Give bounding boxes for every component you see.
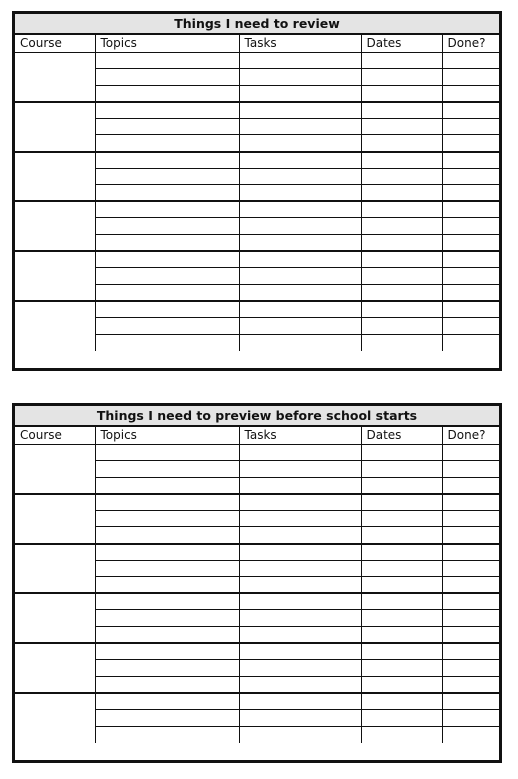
task-cell[interactable] (239, 726, 361, 743)
topic-cell[interactable] (95, 461, 239, 478)
topic-cell[interactable] (95, 527, 239, 544)
done-cell[interactable] (442, 627, 499, 644)
done-cell[interactable] (442, 693, 499, 710)
table-row (15, 102, 499, 119)
topic-cell[interactable] (95, 118, 239, 135)
task-cell[interactable] (239, 135, 361, 152)
topic-cell[interactable] (95, 135, 239, 152)
date-cell[interactable] (361, 168, 442, 185)
topic-cell[interactable] (95, 52, 239, 69)
done-cell[interactable] (442, 235, 499, 252)
column-header-tasks: Tasks (239, 427, 361, 444)
date-cell[interactable] (361, 560, 442, 577)
table-row (15, 251, 499, 268)
done-cell[interactable] (442, 544, 499, 561)
topic-cell[interactable] (95, 610, 239, 627)
done-cell[interactable] (442, 52, 499, 69)
topic-cell[interactable] (95, 560, 239, 577)
preview-table (12, 403, 502, 763)
task-cell[interactable] (239, 610, 361, 627)
task-cell[interactable] (239, 544, 361, 561)
done-cell[interactable] (442, 201, 499, 218)
date-cell[interactable] (361, 235, 442, 252)
topic-cell[interactable] (95, 643, 239, 660)
column-header-topics: Topics (95, 427, 239, 444)
date-cell[interactable] (361, 118, 442, 135)
column-header-done: Done? (442, 427, 499, 444)
course-cell[interactable] (15, 52, 95, 102)
task-cell[interactable] (239, 577, 361, 594)
date-cell[interactable] (361, 52, 442, 69)
topic-cell[interactable] (95, 284, 239, 301)
preview-table-title: Things I need to preview before school starts (15, 406, 499, 427)
date-cell[interactable] (361, 461, 442, 478)
date-cell[interactable] (361, 710, 442, 727)
done-cell[interactable] (442, 560, 499, 577)
task-cell[interactable] (239, 268, 361, 285)
review-header-row (15, 35, 499, 52)
date-cell[interactable] (361, 152, 442, 169)
date-cell[interactable] (361, 201, 442, 218)
topic-cell[interactable] (95, 593, 239, 610)
topic-cell[interactable] (95, 494, 239, 511)
topic-cell[interactable] (95, 544, 239, 561)
table-row (15, 693, 499, 710)
course-cell[interactable] (15, 102, 95, 152)
done-cell[interactable] (442, 477, 499, 494)
course-cell[interactable] (15, 444, 95, 494)
task-cell[interactable] (239, 168, 361, 185)
date-cell[interactable] (361, 610, 442, 627)
task-cell[interactable] (239, 334, 361, 351)
task-cell[interactable] (239, 660, 361, 677)
topic-cell[interactable] (95, 201, 239, 218)
date-cell[interactable] (361, 218, 442, 235)
table-row (15, 301, 499, 318)
date-cell[interactable] (361, 251, 442, 268)
task-cell[interactable] (239, 69, 361, 86)
table-row (15, 643, 499, 660)
preview-grid (15, 427, 499, 743)
done-cell[interactable] (442, 334, 499, 351)
column-header-tasks: Tasks (239, 35, 361, 52)
topic-cell[interactable] (95, 477, 239, 494)
task-cell[interactable] (239, 643, 361, 660)
date-cell[interactable] (361, 85, 442, 102)
done-cell[interactable] (442, 152, 499, 169)
course-cell[interactable] (15, 201, 95, 251)
done-cell[interactable] (442, 102, 499, 119)
column-header-topics: Topics (95, 35, 239, 52)
date-cell[interactable] (361, 577, 442, 594)
done-cell[interactable] (442, 301, 499, 318)
column-header-course: Course (15, 427, 95, 444)
topic-cell[interactable] (95, 185, 239, 202)
done-cell[interactable] (442, 185, 499, 202)
topic-cell[interactable] (95, 218, 239, 235)
course-cell[interactable] (15, 643, 95, 693)
topic-cell[interactable] (95, 152, 239, 169)
topic-cell[interactable] (95, 85, 239, 102)
date-cell[interactable] (361, 660, 442, 677)
date-cell[interactable] (361, 693, 442, 710)
course-cell[interactable] (15, 251, 95, 301)
course-cell[interactable] (15, 301, 95, 351)
date-cell[interactable] (361, 593, 442, 610)
task-cell[interactable] (239, 444, 361, 461)
date-cell[interactable] (361, 477, 442, 494)
task-cell[interactable] (239, 218, 361, 235)
task-cell[interactable] (239, 235, 361, 252)
date-cell[interactable] (361, 284, 442, 301)
task-cell[interactable] (239, 284, 361, 301)
done-cell[interactable] (442, 710, 499, 727)
topic-cell[interactable] (95, 444, 239, 461)
task-cell[interactable] (239, 318, 361, 335)
table-row (15, 494, 499, 511)
review-table-title: Things I need to review (15, 14, 499, 35)
topic-cell[interactable] (95, 102, 239, 119)
topic-cell[interactable] (95, 69, 239, 86)
done-cell[interactable] (442, 251, 499, 268)
task-cell[interactable] (239, 118, 361, 135)
task-cell[interactable] (239, 676, 361, 693)
topic-cell[interactable] (95, 168, 239, 185)
preview-header-row (15, 427, 499, 444)
done-cell[interactable] (442, 676, 499, 693)
date-cell[interactable] (361, 301, 442, 318)
date-cell[interactable] (361, 527, 442, 544)
review-table (12, 11, 502, 371)
done-cell[interactable] (442, 660, 499, 677)
date-cell[interactable] (361, 494, 442, 511)
course-cell[interactable] (15, 494, 95, 544)
task-cell[interactable] (239, 251, 361, 268)
done-cell[interactable] (442, 643, 499, 660)
course-cell[interactable] (15, 593, 95, 643)
review-body (15, 52, 499, 351)
task-cell[interactable] (239, 461, 361, 478)
task-cell[interactable] (239, 152, 361, 169)
topic-cell[interactable] (95, 268, 239, 285)
column-header-course: Course (15, 35, 95, 52)
date-cell[interactable] (361, 334, 442, 351)
course-cell[interactable] (15, 152, 95, 202)
done-cell[interactable] (442, 527, 499, 544)
done-cell[interactable] (442, 85, 499, 102)
done-cell[interactable] (442, 510, 499, 527)
date-cell[interactable] (361, 268, 442, 285)
done-cell[interactable] (442, 135, 499, 152)
topic-cell[interactable] (95, 577, 239, 594)
done-cell[interactable] (442, 461, 499, 478)
date-cell[interactable] (361, 544, 442, 561)
date-cell[interactable] (361, 627, 442, 644)
done-cell[interactable] (442, 69, 499, 86)
date-cell[interactable] (361, 444, 442, 461)
column-header-dates: Dates (361, 427, 442, 444)
topic-cell[interactable] (95, 334, 239, 351)
table-row (15, 52, 499, 69)
done-cell[interactable] (442, 593, 499, 610)
done-cell[interactable] (442, 610, 499, 627)
table-row (15, 444, 499, 461)
done-cell[interactable] (442, 218, 499, 235)
date-cell[interactable] (361, 185, 442, 202)
date-cell[interactable] (361, 643, 442, 660)
topic-cell[interactable] (95, 318, 239, 335)
column-header-done: Done? (442, 35, 499, 52)
table-row (15, 152, 499, 169)
topic-cell[interactable] (95, 710, 239, 727)
topic-cell[interactable] (95, 251, 239, 268)
topic-cell[interactable] (95, 510, 239, 527)
date-cell[interactable] (361, 318, 442, 335)
task-cell[interactable] (239, 301, 361, 318)
task-cell[interactable] (239, 627, 361, 644)
done-cell[interactable] (442, 494, 499, 511)
date-cell[interactable] (361, 726, 442, 743)
task-cell[interactable] (239, 710, 361, 727)
topic-cell[interactable] (95, 301, 239, 318)
table-row (15, 593, 499, 610)
task-cell[interactable] (239, 52, 361, 69)
course-cell[interactable] (15, 693, 95, 743)
review-grid (15, 35, 499, 351)
done-cell[interactable] (442, 118, 499, 135)
task-cell[interactable] (239, 510, 361, 527)
task-cell[interactable] (239, 102, 361, 119)
done-cell[interactable] (442, 318, 499, 335)
date-cell[interactable] (361, 510, 442, 527)
topic-cell[interactable] (95, 726, 239, 743)
topic-cell[interactable] (95, 627, 239, 644)
task-cell[interactable] (239, 201, 361, 218)
task-cell[interactable] (239, 560, 361, 577)
topic-cell[interactable] (95, 660, 239, 677)
date-cell[interactable] (361, 135, 442, 152)
topic-cell[interactable] (95, 693, 239, 710)
table-row (15, 201, 499, 218)
course-cell[interactable] (15, 544, 95, 594)
task-cell[interactable] (239, 527, 361, 544)
task-cell[interactable] (239, 494, 361, 511)
date-cell[interactable] (361, 102, 442, 119)
done-cell[interactable] (442, 268, 499, 285)
date-cell[interactable] (361, 69, 442, 86)
topic-cell[interactable] (95, 676, 239, 693)
done-cell[interactable] (442, 726, 499, 743)
done-cell[interactable] (442, 284, 499, 301)
done-cell[interactable] (442, 444, 499, 461)
task-cell[interactable] (239, 185, 361, 202)
task-cell[interactable] (239, 85, 361, 102)
topic-cell[interactable] (95, 235, 239, 252)
table-row (15, 544, 499, 561)
preview-body (15, 444, 499, 743)
task-cell[interactable] (239, 477, 361, 494)
task-cell[interactable] (239, 593, 361, 610)
task-cell[interactable] (239, 693, 361, 710)
date-cell[interactable] (361, 676, 442, 693)
column-header-dates: Dates (361, 35, 442, 52)
done-cell[interactable] (442, 168, 499, 185)
done-cell[interactable] (442, 577, 499, 594)
